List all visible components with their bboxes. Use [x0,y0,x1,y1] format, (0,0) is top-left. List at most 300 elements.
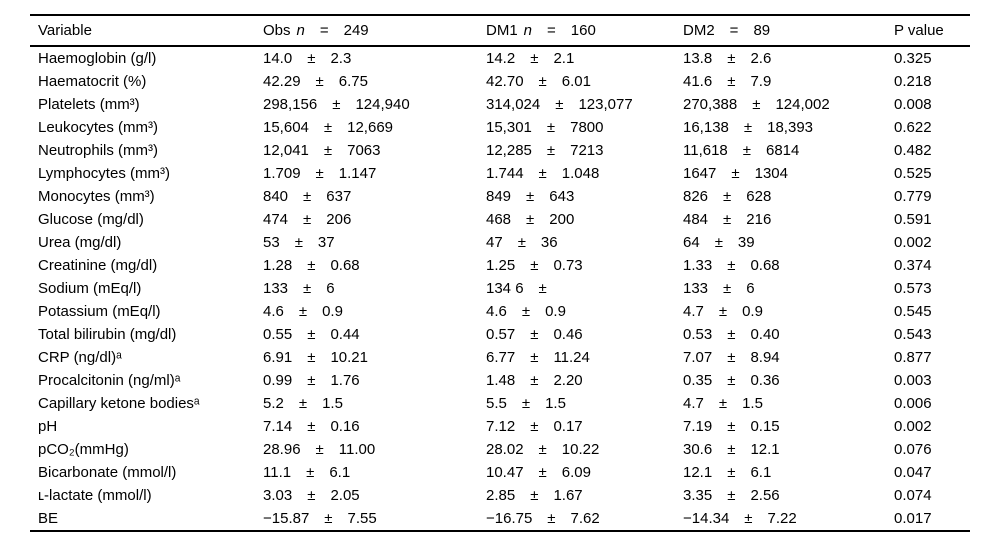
plus-minus-sign: ± [727,418,736,435]
dm2-value-group [683,162,894,185]
dm1-mean: 1.744 [486,165,524,182]
dm2-count: 89 [753,22,771,39]
obs-mean: 3.03 [263,487,293,504]
obs-sd: 12,669 [347,119,394,136]
dm1-cell [486,93,683,116]
variable-cell [30,162,263,185]
obs-value-group [263,208,486,231]
pvalue-header-label: P value [894,22,944,39]
dm2-sd: 0.9 [742,303,763,320]
obs-mean: 1.28 [263,257,293,274]
dm2-cell [683,162,894,185]
dm1-mean: −16.75 [486,510,533,527]
dm1-cell [486,70,683,93]
dm1-cell [486,116,683,139]
pvalue-cell [894,254,970,277]
pvalue-text: 0.017 [894,510,932,527]
col-header-dm2 [683,15,894,46]
obs-mean: 840 [263,188,289,205]
plus-minus-sign: ± [714,234,723,251]
pvalue-text: 0.622 [894,119,932,136]
dm1-sd: 0.46 [553,326,583,343]
dm2-sd: 628 [746,188,772,205]
variable-label: Urea (mg/dl) [38,234,122,251]
variable-cell [30,323,263,346]
dm2-header-group [683,22,894,39]
plus-minus-sign: ± [727,487,736,504]
obs-value-group [263,346,486,369]
obs-sd: 7.55 [347,510,377,527]
dm1-cell [486,323,683,346]
obs-cell [263,323,486,346]
plus-minus-sign: ± [743,119,753,136]
dm1-value-group [486,415,683,438]
pvalue-cell [894,46,970,70]
obs-mean: 5.2 [263,395,284,412]
dm1-mean: 468 [486,211,512,228]
dm1-cell [486,254,683,277]
variable-label: pH [38,418,58,435]
obs-value-group [263,438,486,461]
pvalue-text: 0.591 [894,211,932,228]
plus-minus-sign: ± [547,510,556,527]
variable-cell [30,70,263,93]
dm1-mean: 2.85 [486,487,516,504]
plus-minus-sign: ± [315,441,324,458]
dm1-mean: 5.5 [486,395,507,412]
table-row [30,93,970,116]
dm2-mean: 7.07 [683,349,713,366]
dm2-mean: 826 [683,188,709,205]
dm1-mean: 14.2 [486,50,516,67]
obs-cell [263,116,486,139]
obs-sd: 6 [326,280,335,297]
dm1-sd: 2.20 [553,372,583,389]
dm2-sd: 0.68 [750,257,780,274]
dm2-mean: 4.7 [683,303,704,320]
plus-minus-sign: ± [723,188,732,205]
obs-value-group [263,231,486,254]
obs-value-group [263,300,486,323]
plus-minus-sign: ± [723,211,732,228]
dm2-mean: 13.8 [683,50,713,67]
dm2-equals-sign: = [729,22,739,39]
dm1-value-group [486,461,683,484]
dm2-value-group [683,346,894,369]
obs-sd: 10.21 [330,349,368,366]
variable-cell [30,208,263,231]
dm1-sd: 11.24 [553,349,590,366]
pvalue-text: 0.008 [894,96,932,113]
dm2-cell [683,300,894,323]
table-row [30,323,970,346]
variable-cell [30,484,263,507]
plus-minus-sign: ± [742,142,751,159]
obs-sd: 0.16 [330,418,360,435]
pvalue-cell [894,346,970,369]
plus-minus-sign: ± [530,487,539,504]
dm2-cell [683,392,894,415]
obs-sd: 6.1 [329,464,351,481]
table-row [30,231,970,254]
plus-minus-sign: ± [530,50,539,67]
dm1-value-group [486,208,683,231]
table-row [30,507,970,531]
dm2-sd: 216 [746,211,772,228]
dm1-sd: 36 [540,234,558,251]
dm1-count: 160 [570,22,596,39]
pvalue-text: 0.074 [894,487,932,504]
obs-mean: 6.91 [263,349,293,366]
obs-value-group [263,507,486,530]
plus-minus-sign: ± [718,395,728,412]
obs-cell [263,254,486,277]
dm1-cell [486,231,683,254]
plus-minus-sign: ± [538,73,547,90]
header-row [30,15,970,46]
variable-label: Platelets (mm³) [38,96,140,113]
obs-value-group [263,277,486,300]
dm1-mean: 849 [486,188,512,205]
variable-cell [30,346,263,369]
dm2-value-group [683,323,894,346]
dm1-mean: 47 [486,234,503,251]
obs-cell [263,300,486,323]
pvalue-text: 0.003 [894,372,932,389]
dm1-cell [486,415,683,438]
dm2-cell [683,254,894,277]
dm1-value-group [486,346,683,369]
dm2-cell [683,46,894,70]
lab-values-table [30,14,970,532]
dm1-mean: 12,285 [486,142,532,159]
dm1-cell [486,162,683,185]
dm2-mean: 7.19 [683,418,713,435]
table-row [30,438,970,461]
plus-minus-sign: ± [526,188,535,205]
variable-cell [30,277,263,300]
obs-n-symbol: n [296,22,305,39]
table-row [30,46,970,70]
pvalue-cell [894,461,970,484]
obs-sd: 0.68 [330,257,360,274]
plus-minus-sign: ± [307,326,316,343]
pvalue-text: 0.573 [894,280,932,297]
obs-mean: 133 [263,280,289,297]
pvalue-cell [894,93,970,116]
dm1-value-group [486,116,683,139]
obs-value-group [263,392,486,415]
dm1-header-name [486,22,532,39]
dm2-mean: 133 [683,280,709,297]
pvalue-text: 0.325 [894,50,932,67]
dm1-mean: 15,301 [486,119,532,136]
variable-cell [30,461,263,484]
obs-cell [263,139,486,162]
obs-mean: 0.99 [263,372,293,389]
obs-cell [263,438,486,461]
table-row [30,392,970,415]
dm1-label: DM1 [486,22,518,39]
dm1-cell [486,185,683,208]
pvalue-text: 0.006 [894,395,932,412]
dm2-cell [683,346,894,369]
dm2-mean: 270,388 [683,96,738,113]
dm2-mean: 4.7 [683,395,704,412]
dm2-value-group [683,392,894,415]
dm2-value-group [683,415,894,438]
dm2-cell [683,231,894,254]
dm2-value-group [683,507,894,530]
plus-minus-sign: ± [521,303,531,320]
dm1-mean: 134 6 [486,280,524,297]
dm1-cell [486,300,683,323]
variable-label: BE [38,510,59,527]
pvalue-cell [894,277,970,300]
obs-cell [263,162,486,185]
dm2-sd: 7.9 [750,73,772,90]
dm1-cell [486,277,683,300]
plus-minus-sign: ± [303,188,312,205]
variable-label: Haematocrit (%) [38,73,147,90]
obs-cell [263,346,486,369]
plus-minus-sign: ± [718,303,728,320]
obs-value-group [263,461,486,484]
obs-sd: 1.76 [330,372,360,389]
dm1-mean: 314,024 [486,96,541,113]
dm2-sd: 6814 [766,142,800,159]
variable-cell [30,438,263,461]
dm2-cell [683,116,894,139]
obs-sd: 2.05 [330,487,360,504]
pvalue-text: 0.779 [894,188,932,205]
dm1-value-group [486,300,683,323]
plus-minus-sign: ± [538,441,547,458]
variable-label: Potassium (mEq/l) [38,303,161,320]
dm2-cell [683,139,894,162]
dm1-mean: 1.48 [486,372,516,389]
plus-minus-sign: ± [303,211,312,228]
obs-sd: 1.147 [338,165,377,182]
variable-label: Procalcitonin (ng/ml)ᵃ [38,372,181,389]
table-row [30,139,970,162]
dm2-mean: 16,138 [683,119,729,136]
variable-label: pCO₂(mmHg) [38,441,129,458]
dm2-mean: 3.35 [683,487,713,504]
pvalue-text: 0.482 [894,142,932,159]
obs-cell [263,46,486,70]
table-row [30,461,970,484]
table-row [30,277,970,300]
dm1-cell [486,484,683,507]
pvalue-text: 0.047 [894,464,932,481]
obs-mean: 53 [263,234,280,251]
pvalue-cell [894,415,970,438]
plus-minus-sign: ± [744,510,753,527]
dm1-sd: 0.9 [545,303,566,320]
dm1-sd: 0.73 [553,257,583,274]
pvalue-cell [894,392,970,415]
dm2-sd: 2.56 [750,487,780,504]
table-row [30,484,970,507]
plus-minus-sign: ± [294,234,303,251]
plus-minus-sign: ± [323,119,333,136]
obs-sd: 7063 [347,142,381,159]
dm2-mean: 30.6 [683,441,713,458]
dm2-value-group [683,254,894,277]
dm2-mean: 484 [683,211,709,228]
variable-label: Lymphocytes (mm³) [38,165,170,182]
plus-minus-sign: ± [530,326,539,343]
dm2-value-group [683,438,894,461]
obs-sd: 6.75 [338,73,368,90]
dm1-value-group [486,484,683,507]
pvalue-text: 0.877 [894,349,932,366]
obs-value-group [263,162,486,185]
plus-minus-sign: ± [315,165,324,182]
dm2-value-group [683,185,894,208]
dm2-value-group [683,300,894,323]
dm2-value-group [683,139,894,162]
plus-minus-sign: ± [526,211,535,228]
pvalue-cell [894,208,970,231]
variable-cell [30,93,263,116]
dm1-value-group [486,254,683,277]
obs-value-group [263,185,486,208]
obs-mean: 15,604 [263,119,309,136]
obs-sd: 2.3 [330,50,352,67]
pvalue-cell [894,484,970,507]
plus-minus-sign: ± [538,464,547,481]
obs-cell [263,415,486,438]
plus-minus-sign: ± [723,280,732,297]
obs-cell [263,484,486,507]
dm1-mean: 7.12 [486,418,516,435]
dm2-sd: 7.22 [767,510,797,527]
variable-label: Monocytes (mm³) [38,188,155,205]
dm2-cell [683,507,894,531]
obs-cell [263,392,486,415]
dm1-sd: 1.5 [545,395,566,412]
dm2-value-group [683,484,894,507]
obs-mean: 0.55 [263,326,293,343]
pvalue-cell [894,231,970,254]
dm1-value-group [486,70,683,93]
plus-minus-sign: ± [530,418,539,435]
obs-cell [263,507,486,531]
obs-value-group [263,415,486,438]
obs-value-group [263,254,486,277]
dm1-value-group [486,392,683,415]
obs-sd: 0.9 [322,303,343,320]
obs-count: 249 [343,22,369,39]
variable-cell [30,231,263,254]
dm2-sd: 0.36 [750,372,780,389]
variable-label: Total bilirubin (mg/dl) [38,326,177,343]
variable-cell [30,46,263,70]
plus-minus-sign: ± [727,326,736,343]
obs-cell [263,93,486,116]
obs-sd: 124,940 [355,96,410,113]
obs-header-name [263,22,305,39]
obs-mean: 11.1 [263,464,292,481]
plus-minus-sign: ± [315,73,324,90]
dm2-mean: 1647 [683,165,717,182]
dm1-sd: 7213 [570,142,604,159]
plus-minus-sign: ± [727,349,736,366]
obs-mean: 1.709 [263,165,301,182]
pvalue-text: 0.076 [894,441,932,458]
dm1-mean: 10.47 [486,464,524,481]
obs-cell [263,277,486,300]
obs-value-group [263,93,486,116]
dm1-equals-sign: = [547,22,556,39]
variable-label: Glucose (mg/dl) [38,211,144,228]
dm1-cell [486,208,683,231]
dm1-value-group [486,507,683,530]
plus-minus-sign: ± [323,142,333,159]
dm2-cell [683,208,894,231]
dm1-mean: 4.6 [486,303,507,320]
variable-label: Capillary ketone bodiesᵃ [38,395,200,412]
dm1-cell [486,392,683,415]
dm1-mean: 1.25 [486,257,516,274]
table-row [30,300,970,323]
dm2-mean: 12.1 [683,464,713,481]
variable-label: Haemoglobin (g/l) [38,50,157,67]
variable-cell [30,300,263,323]
pvalue-text: 0.002 [894,234,932,251]
dm2-value-group [683,369,894,392]
table-row [30,254,970,277]
obs-sd: 206 [326,211,352,228]
dm1-cell [486,46,683,70]
dm2-sd: 6.1 [750,464,772,481]
dm1-sd: 643 [549,188,575,205]
obs-value-group [263,116,486,139]
pvalue-text: 0.218 [894,73,932,90]
obs-value-group [263,47,486,70]
dm2-label: DM2 [683,22,715,39]
plus-minus-sign: ± [546,119,556,136]
dm2-cell [683,461,894,484]
obs-mean: 42.29 [263,73,301,90]
plus-minus-sign: ± [538,280,547,297]
pvalue-text: 0.545 [894,303,932,320]
dm2-header-name [683,22,715,39]
dm2-sd: 1.5 [742,395,763,412]
plus-minus-sign: ± [727,372,736,389]
dm2-cell [683,415,894,438]
obs-value-group [263,139,486,162]
dm2-sd: 8.94 [750,349,780,366]
obs-mean: −15.87 [263,510,310,527]
plus-minus-sign: ± [538,165,547,182]
plus-minus-sign: ± [303,280,312,297]
pvalue-cell [894,507,970,531]
dm2-mean: 1.33 [683,257,713,274]
dm1-value-group [486,277,683,300]
dm2-sd: 18,393 [767,119,814,136]
dm2-sd: 0.15 [750,418,780,435]
plus-minus-sign: ± [521,395,531,412]
variable-cell [30,254,263,277]
variable-header-label: Variable [38,22,92,39]
pvalue-cell [894,438,970,461]
dm2-cell [683,438,894,461]
plus-minus-sign: ± [324,510,333,527]
dm1-value-group [486,93,683,116]
